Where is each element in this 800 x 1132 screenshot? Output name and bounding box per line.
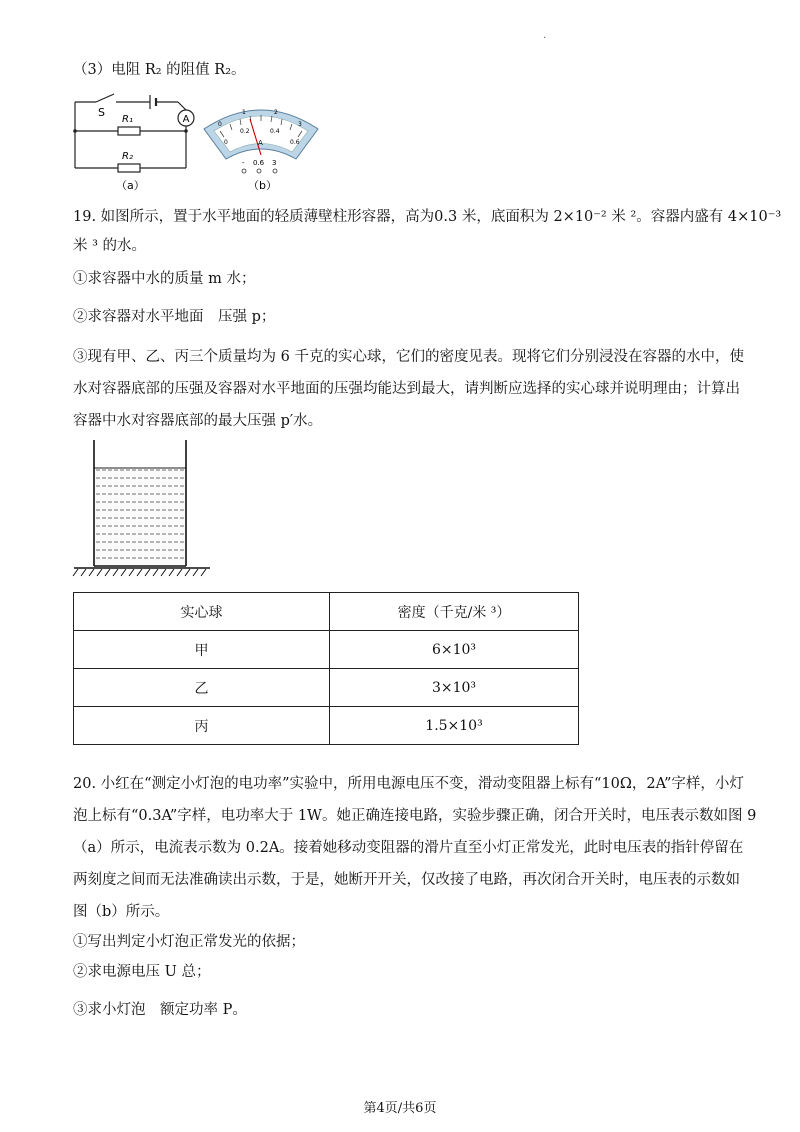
q20-sub2: ②求电源电压 U 总； — [73, 964, 211, 980]
figure-b-label: （b） — [248, 179, 277, 192]
dial-bottom-3: 0.6 — [290, 139, 300, 146]
q18-part3-text: （3）电阻 R₂ 的阻值 R₂。 — [73, 62, 246, 78]
terminal-minus: - — [242, 159, 245, 167]
density-table — [73, 592, 579, 745]
q19-line1: 19. 如图所示，置于水平地面的轻质薄壁柱形容器，高为0.3 米，底面积为 2×10⁻² 米 ²。容器内盛有 4×10⁻³ — [73, 209, 782, 225]
table-header-density: 密度（千克/米 ³） — [330, 593, 579, 631]
dial-top-1: 1 — [242, 109, 246, 116]
dial-bottom-1: 0.2 — [240, 128, 250, 135]
q20-sub1: ①写出判定小灯泡正常发光的依据； — [73, 934, 305, 950]
q20-sub3: ③求小灯泡 额定功率 P。 — [73, 1002, 247, 1018]
dial-top-0: 0 — [218, 121, 222, 128]
q19-sub2: ②求容器对水平地面 压强 p； — [73, 309, 276, 325]
table-cell-ball: 乙 — [74, 669, 330, 707]
table-row — [74, 707, 579, 745]
page-footer: 第4页/共6页 — [363, 1101, 437, 1116]
dial-bottom-2: 0.4 — [270, 128, 280, 135]
table-header-ball: 实心球 — [74, 593, 330, 631]
table-cell-density: 1.5×10³ — [330, 707, 579, 745]
q19-sub3-line2: 水对容器底部的压强及容器对水平地面的压强均能达到最大，请判断应选择的实心球并说明理由；计算出 — [73, 381, 740, 397]
q20-line1: 20. 小红在“测定小灯泡的电功率”实验中，所用电源电压不变，滑动变阻器上标有“10Ω，2A”字样，小灯 — [73, 776, 744, 792]
table-cell-ball: 甲 — [74, 631, 330, 669]
q20-line2: 泡上标有“0.3A”字样，电功率大于 1W。她正确连接电路，实验步骤正确，闭合开关时，电压表示数如图 9 — [73, 808, 757, 824]
container-figure — [70, 438, 215, 580]
ammeter-dial-figure-b — [198, 97, 324, 193]
table-row — [74, 669, 579, 707]
circuit-figure-a — [70, 88, 200, 193]
terminal-3: 3 — [272, 159, 277, 167]
r2-label: R₂ — [122, 151, 133, 162]
switch-label: S — [98, 106, 105, 119]
q19-sub3-line3: 容器中水对容器底部的最大压强 p′水。 — [73, 413, 323, 429]
q20-line5: 图（b）所示。 — [73, 904, 170, 920]
figure-a-label: （a） — [116, 179, 145, 192]
q19-sub1: ①求容器中水的质量 m 水； — [73, 271, 256, 287]
table-header-row — [74, 593, 579, 631]
header-dot: . — [543, 30, 547, 41]
dial-top-3: 3 — [298, 121, 302, 128]
table-cell-density: 3×10³ — [330, 669, 579, 707]
q20-line3: （a）所示，电流表示数为 0.2A。接着她移动变阻器的滑片直至小灯正常发光，此时电压表的指针停留在 — [73, 840, 744, 856]
dial-bottom-0: 0 — [224, 139, 228, 146]
table-row — [74, 631, 579, 669]
ammeter-label: A — [182, 114, 190, 125]
q19-sub3-line1: ③现有甲、乙、丙三个质量均为 6 千克的实心球，它们的密度见表。现将它们分别浸没在容器的水中，使 — [73, 349, 744, 365]
terminal-0-6: 0.6 — [253, 159, 265, 167]
q19-line2: 米 ³ 的水。 — [73, 238, 147, 254]
dial-top-2: 2 — [274, 109, 278, 116]
dial-unit: A — [258, 139, 263, 147]
q20-line4: 两刻度之间而无法准确读出示数，于是，她断开开关，仅改接了电路，再次闭合开关时，电压表的示数如 — [73, 872, 740, 888]
table-cell-density: 6×10³ — [330, 631, 579, 669]
table-cell-ball: 丙 — [74, 707, 330, 745]
r1-label: R₁ — [122, 114, 133, 125]
